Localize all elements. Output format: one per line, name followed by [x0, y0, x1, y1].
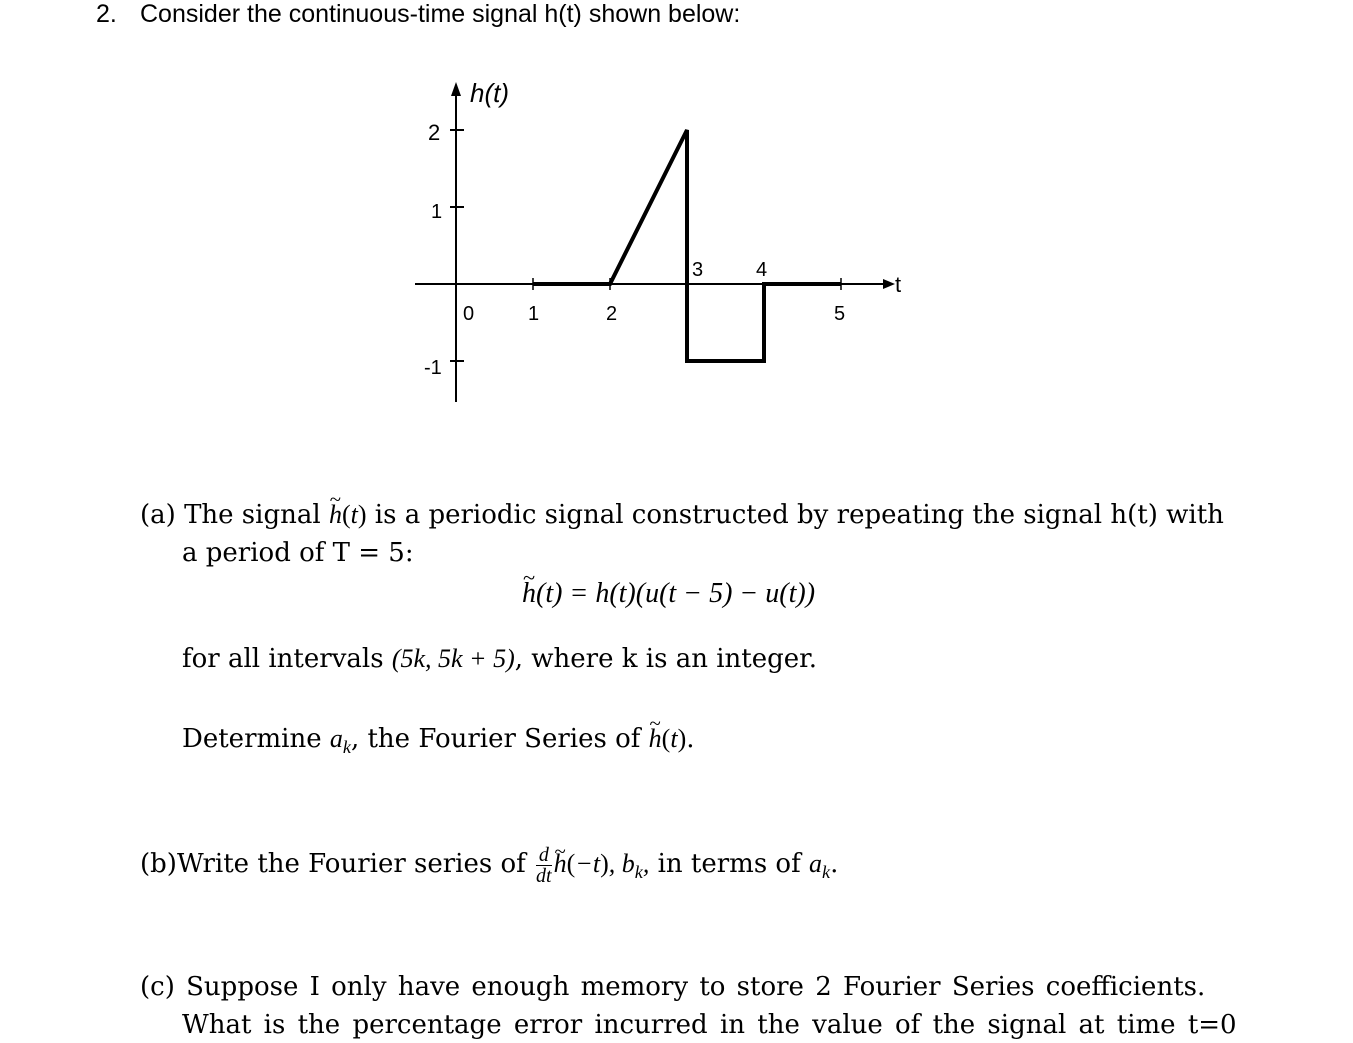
equation-lhs: (t) =	[536, 578, 596, 609]
part-c-line1-text: Suppose I only have enough memory to store 2 Fourier Series coefficients.	[186, 972, 1206, 1002]
part-b-label: (b)	[140, 849, 177, 879]
part-a-line2: a period of T = 5:	[182, 538, 414, 568]
part-b-text-post: in terms of	[657, 849, 801, 879]
problem-number: 2.	[96, 0, 117, 28]
x-tick-label-4: 4	[756, 259, 768, 281]
part-c-label: (c)	[140, 972, 175, 1002]
part-a-line1-post: is a periodic signal constructed by repeating the signal h(t) with	[374, 500, 1224, 530]
interval-pre: for all intervals	[182, 644, 384, 674]
y-axis-label: h(t)	[470, 78, 509, 108]
signal-plot	[0, 0, 1353, 460]
interval-math: (5k, 5k + 5)	[391, 644, 515, 673]
y-axis-arrow-icon	[451, 82, 461, 96]
x-axis-label: t	[895, 272, 902, 297]
part-a-determine: Determine $a_k$, the Fourier Series of ~ h(t).	[182, 724, 695, 758]
equation-rhs: h(t)(u(t − 5) − u(t))	[595, 578, 816, 609]
x-tick-label-1: 1	[528, 303, 540, 325]
x-tick-label-5: 5	[834, 303, 846, 325]
part-b-text-pre: Write the Fourier series of	[176, 849, 526, 879]
y-tick-label-1: 1	[431, 201, 443, 223]
part-a-line1-pre: The signal	[184, 500, 321, 530]
x-tick-label-3: 3	[692, 259, 704, 281]
part-c-line1	[140, 972, 1205, 1002]
determine-pre: Determine	[182, 724, 322, 754]
y-tick-label-minus-1: -1	[424, 357, 442, 379]
interval-post: , where k is an integer.	[514, 644, 817, 674]
signal-h-of-t	[533, 130, 841, 361]
x-tick-label-0: 0	[463, 303, 475, 325]
part-a-interval	[182, 644, 817, 674]
x-axis-arrow-icon	[883, 279, 895, 289]
part-a-label: (a)	[140, 500, 176, 530]
y-tick-label-2: 2	[428, 120, 441, 145]
problem-title: Consider the continuous-time signal h(t) shown below:	[140, 0, 741, 28]
part-c-line2: What is the percentage error incurred in the value of the signal at time t=0	[182, 1010, 1237, 1040]
part-b-line: (b)Write the Fourier series of $\frac{d}{dt}$ ~ h(−t), $b_k$, in terms of $a_k$.	[140, 842, 838, 894]
part-a-equation: ~ h(t) = h(t)(u(t − 5) − u(t))	[522, 578, 815, 610]
plot-axes	[415, 82, 895, 402]
x-tick-label-2: 2	[606, 303, 618, 325]
determine-post: , the Fourier Series of	[350, 724, 641, 754]
part-a-line1: (a) The signal ~ h(t) is a periodic signal constructed by repeating the signal h(t) with	[140, 500, 1224, 530]
